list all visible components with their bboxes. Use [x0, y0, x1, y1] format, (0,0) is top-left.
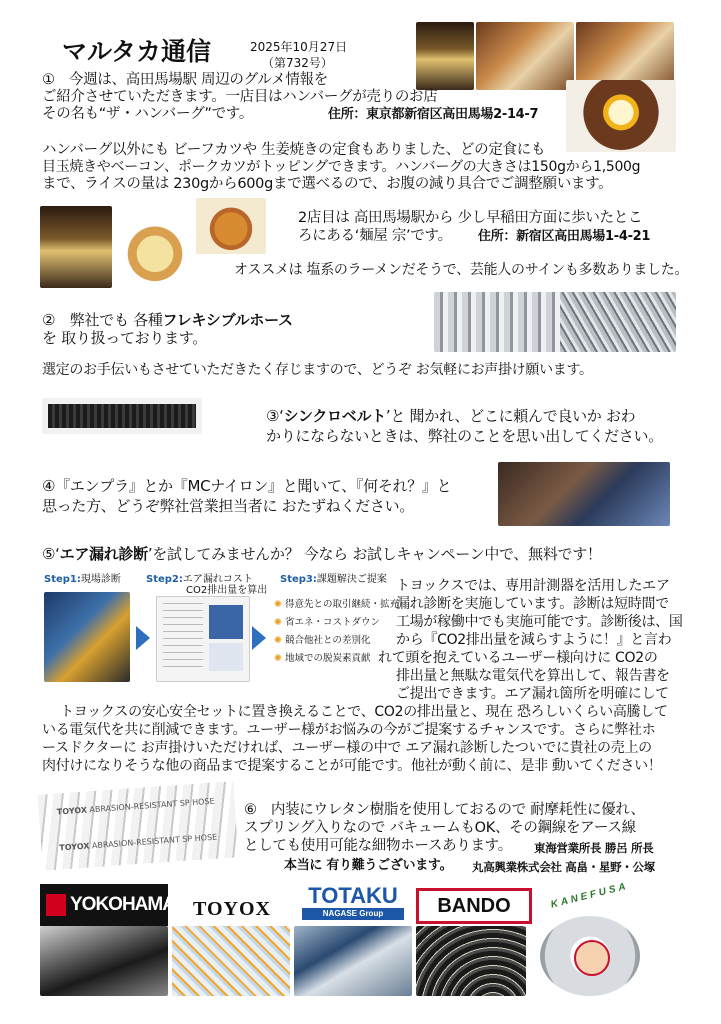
sec5-body-2: いる電気代を共に削減できます。ユーザー様がお悩みの今がご提案するチャンスです。さらに弊社ホ	[42, 722, 656, 738]
page-title: マルタカ通信	[62, 37, 212, 66]
engineering-plastic-parts-photo	[498, 462, 670, 526]
sec5-head-a: ⑤‘	[42, 545, 60, 563]
toyox-hose-photo	[172, 926, 290, 996]
ramen-photo-2	[196, 198, 266, 254]
address-1: 住所：東京都新宿区高田馬場2-14-7	[328, 107, 539, 122]
step1-text: 現場診断	[80, 574, 121, 585]
sec6-line3: としても使用可能な細物ホースあります。	[244, 838, 512, 854]
totaku-hose-photo	[294, 926, 412, 996]
yokohama-hose-photo	[40, 926, 168, 996]
sec5-body-1: トヨックスの安心安全セットに置き換えることで、CO2の排出量と、現在 恐ろしいくらい高騰して	[60, 704, 668, 720]
totaku-sub-text: NAGASE Group	[302, 908, 404, 920]
sec6-line2: スプリング入りなので バキュームもOK、その鋼線をアース線	[244, 820, 636, 836]
hose-print-text-2: ABRASION-RESISTANT SP HOSE	[91, 832, 218, 851]
yokohama-logo	[40, 884, 175, 926]
bulb-icon-3: ✺	[274, 635, 282, 646]
sec2-line1a: ② 弊社でも 各種	[42, 311, 163, 329]
sec1-para2: 目玉焼きやベーコン、ポークカツがトッピングできます。ハンバーグの大きさは150gから1,500g	[42, 159, 641, 175]
step2-text2: CO2排出量を算出	[186, 585, 268, 596]
sec1-line2: ご紹介させていただきます。一店目はハンバーグが売りのお店	[42, 89, 438, 105]
sec5-right-2: 漏れ診断を実施しています。診断は短時間で	[396, 596, 669, 612]
check-item-4: 地域での脱炭素貢献	[285, 653, 371, 664]
hamburg-egg-photo	[566, 80, 676, 152]
mascot-face-icon	[574, 940, 610, 976]
check-item-1: 得意先との取引継続・拡充	[285, 599, 400, 610]
sec5-right-6: 排出量と無駄な電気代を算出して、報告書を	[396, 668, 670, 684]
ramen-photo-1	[112, 212, 198, 288]
step2-text: エア漏れコスト	[182, 574, 253, 585]
air-leak-term: エア漏れ診断	[59, 545, 148, 563]
signature-2: 丸高興業株式会社 高畠・星野・公塚	[472, 860, 655, 874]
sec5-right-4: から『CO2排出量を減らすように！』と言わ	[396, 632, 672, 648]
flexible-hose-term: フレキシブルホース	[162, 311, 293, 329]
bulb-icon: ✺	[274, 599, 282, 610]
saw-blade-image	[540, 916, 640, 996]
sec5-head-c: ’を試してみませんか？ 今なら お試しキャンペーン中で、無料です！	[147, 545, 602, 563]
step3-label: Step3:	[280, 574, 317, 585]
hose-brand-print-2: TOYOX	[59, 841, 90, 853]
sec1-para3: まで、ライスの量は 230gから600gまで選べるので、お腹の減り具合でご調整願います。	[42, 176, 613, 192]
ramen-storefront-photo	[40, 206, 112, 288]
hamburg-photo-1	[476, 22, 574, 90]
yokohama-logo-text: YOKOHAMA	[70, 894, 175, 915]
sec5-body-4: 肉付けになりそうな他の商品まで提案することが可能です。他社が動く前に、是非 動いてください！	[42, 758, 662, 774]
sec2-line3: 選定のお手伝いもさせていただきたく存じますので、どうぞ お気軽にお声掛け願います。	[42, 362, 593, 378]
abrasion-resistant-hose-photo	[38, 781, 239, 870]
arrow-right-icon	[136, 626, 150, 650]
synchro-belt-term: シンクロベルト	[283, 407, 386, 425]
hose-brand-print: TOYOX	[56, 805, 88, 817]
issue-date: 2025年10月27日	[250, 40, 348, 54]
sec3-line1c: ’と 聞かれ、どこに頼んで良いか おわ	[385, 407, 636, 425]
sec4-line1: ④『エンプラ』とか『MCナイロン』と聞いて、『何それ？』と	[42, 477, 452, 495]
sec6-line1: ⑥ 内装にウレタン樹脂を使用しておるので 耐摩耗性に優れ、	[244, 802, 645, 818]
sec1-line3: その名も“ザ・ハンバーグ”です。	[42, 106, 254, 122]
flexible-hose-photo	[560, 292, 676, 352]
air-leak-inspection-photo	[44, 592, 130, 682]
sec2-line2: を 取り扱っております。	[42, 329, 207, 347]
totaku-logo-text: TOTAKU	[308, 883, 398, 908]
bulb-icon-4: ✺	[274, 653, 282, 664]
bando-belt-photo	[416, 926, 526, 996]
bulb-icon-2: ✺	[274, 617, 282, 628]
shop2-recommend: オススメは 塩系のラーメンだそうで、芸能人のサインも多数ありました。	[234, 262, 689, 278]
step1-label: Step1:	[44, 574, 81, 585]
sec1-line1: ① 今週は、高田馬場駅 周辺のグルメ情報を	[42, 72, 328, 88]
fittings-photo	[434, 292, 564, 352]
sec1-para1: ハンバーグ以外にも ビーフカツや 生姜焼きの定食もありました、どの定食にも	[42, 142, 546, 158]
shop2-line1: 2店目は 高田馬場駅から 少し早稲田方面に歩いたとこ	[298, 210, 643, 226]
check-item-3: 競合他社との差別化	[285, 635, 371, 646]
sec5-right-5: れて頭を抱えているユーザー様向けに CO2の	[378, 650, 658, 666]
sec5-body-3: ースドクターに お声掛けいただければ、ユーザー様の中で エア漏れ診断したついでに貴社の売上の	[42, 740, 652, 756]
arrow-right-icon-2	[252, 626, 266, 650]
sec3-line1a: ③‘	[266, 407, 284, 425]
sec4-line2: 思った方、どうぞ弊社営業担当者に おたずねください。	[42, 497, 414, 515]
check-item-2: 省エネ・コストダウン	[285, 617, 381, 628]
timing-belt-photo	[42, 398, 202, 434]
step3-text: 課題解決ご提案	[316, 574, 387, 585]
sec5-right-7: ご提出できます。エア漏れ箇所を明確にして	[396, 686, 669, 702]
sec3-line2: かりにならないときは、弊社のことを思い出してください。	[266, 427, 663, 445]
address-2: 住所：新宿区高田馬場1-4-21	[478, 229, 651, 244]
signature-1: 東海営業所長 勝呂 所長	[534, 841, 654, 855]
hose-print-text: ABRASION-RESISTANT SP HOSE	[89, 796, 215, 815]
thanks-text: 本当に 有り難うございます。	[284, 858, 453, 873]
sec5-right-1: トヨックスでは、専用計測器を活用したエア	[396, 578, 670, 594]
bando-logo: BANDO	[416, 888, 532, 924]
step2-label: Step2:	[146, 574, 183, 585]
kanefusa-logo: KANEFUSA	[549, 880, 630, 911]
restaurant-storefront-photo	[416, 22, 474, 90]
totaku-logo	[294, 884, 412, 926]
toyox-logo: TOYOX	[193, 898, 271, 920]
shop2-line2: ろにある‘麺屋 宗’です。	[298, 228, 452, 244]
sec5-right-3: 工場が稼働中でも実施可能です。診断後は、国	[396, 614, 683, 630]
issue-number: （第732号）	[262, 56, 333, 70]
report-screen-image	[156, 596, 250, 682]
